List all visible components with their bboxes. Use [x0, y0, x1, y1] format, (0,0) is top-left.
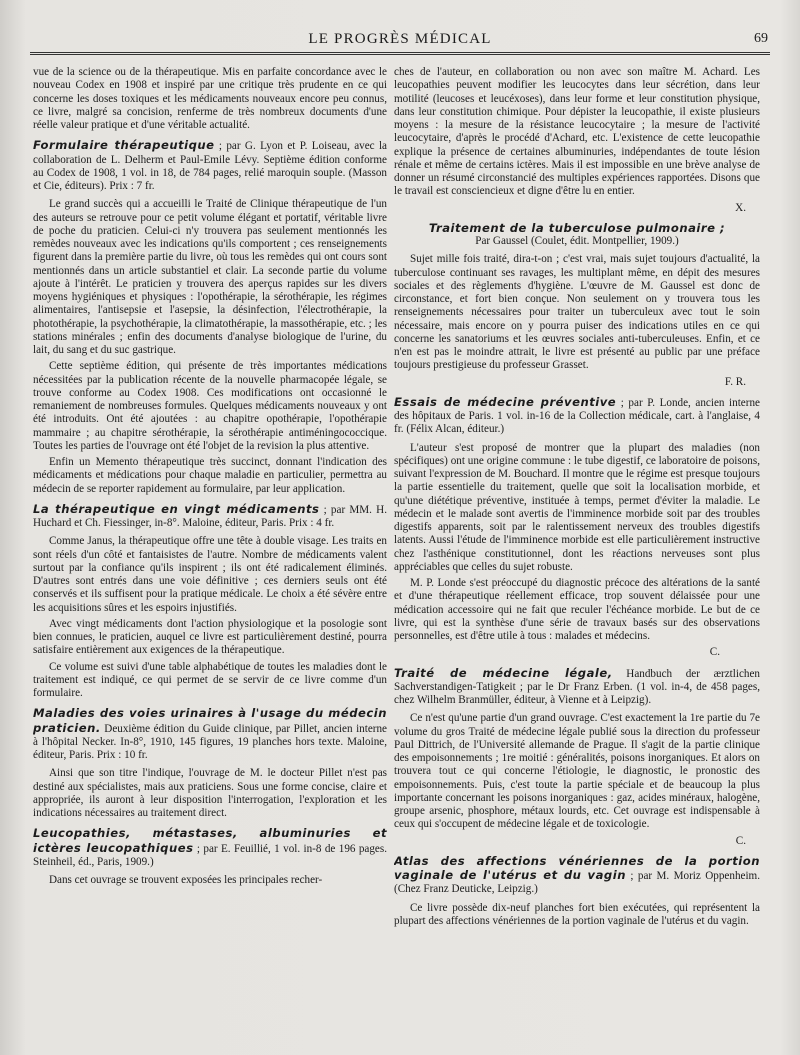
paragraph: Avec vingt médicaments dont l'action physiologique et la posologie sont bien connues, le praticien, auquel ce livre est particulièrement destiné, pourra satisfaire entièrement aux exigences de la thérapeutique. — [33, 617, 387, 657]
review-medecine-legale — [394, 667, 760, 708]
review-title: Maladies des voies urinaires à l'usage du médecin praticien. — [33, 706, 387, 735]
paragraph: ches de l'auteur, en collaboration ou non avec son maître M. Achard. Les leucopathies peuvent modifier les leucocytes dans leur sécrétion, dans leur motilité (leucoses et leucéxoses), dans leur forme et leur constitution physique, dans leur constitution chimique. Pour dépister la leucopathie, il existe plusieurs moyens : la mesure de la résistance leucocytaire ; la mesure de l'activité leucocytaire, d'après le procédé d'Achard, etc. L'existence de cette leucopathie explique la présence de certaines albuminuries, indépendantes de toute lésion rénale et même de certains ictères. Mais il est impossible en une brève analyse de donner un résumé circonstancié des multiples expériences rapportées. Disons que le travail est consciencieux et digne d'être lu en entier. — [394, 66, 760, 198]
review-title: Essais de médecine préventive — [394, 394, 617, 409]
paragraph: Sujet mille fois traité, dira-t-on ; c'est vrai, mais sujet toujours d'actualité, la tuberculose continuant ses ravages, les multiplant même, en dépit des mesures sociales et des règlements d'hygiène. L'œuvre de M. Gaussel est donc de circonstance, et fort bien conçue. Non seulement on y trouvera tous les renseignements nécessaires pour traiter un tuberculeux avec tout le soin nécessaire, mais encore on y pourra puiser des indications utiles en ce qui concerne les sanatoriums et les œuvres sociales anti-tuberculeuses. Enfin, et ce n'en est pas le moindre attrait, le livre est présenté au public par une préface toujours prestigieuse du professeur Grasset. — [394, 253, 760, 372]
review-details: Deuxième édition du Guide clinique, par Pillet, ancien interne à l'hôpital Necker. In-8°, 1910, 145 figures, 19 planches hors texte. Maloine, éditeur, Paris. Prix : 10 fr. — [33, 722, 387, 761]
paragraph: Comme Janus, la thérapeutique offre une tête à double visage. Les traits en sont réels d'un côté et fantaisistes de l'autre. Nombre de médicaments valent surtout par la confiance qu'ils inspirent ; ils ont été radicalement éliminés. D'autres sont entrés dans une voie définitive ; ces derniers seuls ont été conservés et ils suffisent pour la pratique médicale. Le choix a été sévère entre les acquisitions sûres et les espoirs injustifiés. — [33, 535, 387, 614]
reviewer-signature: F. R. — [724, 375, 746, 388]
review-therapeutique-vingt-medicaments — [33, 503, 387, 531]
journal-title: LE PROGRÈS MÉDICAL — [308, 31, 492, 47]
page-number: 69 — [754, 31, 768, 46]
reviewer-signature: C. — [735, 834, 746, 847]
review-formulaire-therapeutique — [33, 139, 387, 193]
paragraph: vue de la science ou de la thérapeutique. Mis en parfaite concordance avec le nouveau Codex en 1908 et inspiré par une critique très prudente en ce qui concerne les doses toxiques et les médicaments nouveaux encore peu connus, ce livre, malgré sa concision, renferme de très nombreux documents d'une réelle valeur pratique et d'une véritable actualité. — [33, 66, 387, 131]
review-leucopathies — [33, 827, 387, 869]
page-header — [30, 30, 770, 55]
reviewer-signature: X. — [735, 201, 746, 214]
review-details: ; par E. Feuillié, 1 vol. in-8 de 196 pages. Steinheil, éd., Paris, 1909.) — [33, 842, 387, 868]
paragraph: Le grand succès qui a accueilli le Traité de Clinique thérapeutique de l'un des auteurs se retrouve pour ce petit volume élégant et portatif, véritable livre de poche du praticien. Celui-ci n'y trouvera pas seulement mentionnés les remèdes nouveaux avec les indications qu'ils comportent ; ces renseignements figurent dans la première partie du livre, où tous les remèdes qui ont cours sont mentionnés dans un article substantiel et clair. La seconde partie du volume ajoute à l'intérêt. Le praticien y trouvera des aperçus rapides sur les divers moyens hygiéniques et physiques : l'opothérapie, la sérothérapie, les régimes alimentaires, l'antisepsie et l'asepsie, la désinfection, l'électrothérapie, la photothérapie, la psychothérapie, la climatothérapie, la massothérapie, etc. ; les stations minérales ; enfin des documents d'analyse biologique de l'urine, du lait, du sang et du suc gastrique. — [33, 198, 387, 356]
review-title: Leucopathies, métastases, albuminuries et ictères leucopathiques — [33, 826, 387, 855]
review-tuberculose-pulmonaire — [394, 222, 760, 249]
review-details: ; par G. Lyon et P. Loiseau, avec la collaboration de L. Delherm et Paul-Emile Lévy. Septième édition conforme au Codex de 1908, 1 vol. in 18, de 784 pages, relié maroquin souple. (Masson et Cie, éditeurs). Prix : 7 fr. — [33, 140, 387, 192]
paragraph: L'auteur s'est proposé de montrer que la plupart des maladies (non spécifiques) ont une origine commune : le tube digestif, ce laboratoire de poisons, suivant l'expression de M. Bouchard. Il montre que le régime est presque toujours la partie essentielle du traitement, quelle que soit la localisation morbide, et qu'une diététique préventive, instituée à temps, permet d'éviter la maladie. Le médecin et le malade sont avertis de l'imminence morbide soit par des troubles digestifs apparents, soit par le ralentissement nerveux des troubles digestifs latents. Aussi l'étude de l'imminence morbide est elle particulièrement instructive chez l'asthénique constitutionnel, dont les réactions nerveuses sont plus appréciables que celles du sujet robuste. — [394, 441, 760, 573]
paragraph: Enfin un Memento thérapeutique très succinct, donnant l'indication des médicaments et médications pour chaque maladie en particulier, permettra au médecin de se reporter rapidement au formulaire, par leur application. — [33, 456, 387, 495]
paragraph: Ce livre possède dix-neuf planches fort bien exécutées, qui représentent la plupart des affections vénériennes de la portion vaginale de l'utérus et du vagin. — [394, 901, 760, 927]
review-title: Formulaire thérapeutique — [33, 138, 215, 153]
review-details: Par Gaussel (Coulet, édit. Montpellier, 1909.) — [475, 235, 679, 247]
review-title: Atlas des affections vénériennes de la portion vaginale de l'utérus et du vagin — [394, 853, 760, 882]
review-details: ; par M. Moriz Oppenheim. (Chez Franz Deuticke, Leipzig.) — [394, 870, 760, 896]
review-details: ; par P. Londe, ancien interne des hôpitaux de Paris. 1 vol. in-16 de la Collection médicale, cart. à l'anglaise, 4 fr. (Félix Alcan, éditeur.) — [394, 396, 760, 436]
review-title: Traitement de la tuberculose pulmonaire ; — [428, 220, 726, 235]
paragraph: Ainsi que son titre l'indique, l'ouvrage de M. le docteur Pillet n'est pas destiné aux spécialistes, mais aux praticiens. Sous une forme concise, claire et appropriée, ils auront à leur disposition l'interrogation, l'exploration et les indications nécessaires au traitement direct. — [33, 767, 387, 819]
review-medecine-preventive — [394, 396, 760, 437]
review-title: La thérapeutique en vingt médicaments — [33, 501, 320, 516]
review-details: ; par MM. H. Huchard et Ch. Fiessinger, in-8°. Maloine, éditeur, Paris. Prix : 4 fr. — [33, 503, 387, 529]
right-column — [394, 66, 760, 1026]
paragraph: Dans cet ouvrage se trouvent exposées les principales recher- — [49, 874, 323, 886]
review-atlas-affections-veneriennes — [394, 855, 760, 897]
review-title: Traité de médecine légale, — [394, 665, 613, 680]
paragraph: Ce n'est qu'une partie d'un grand ouvrage. C'est exactement la 1re partie du 7e volume du gros Traité de médecine légale publié sous la direction du professeur Paul Dittrich, de l'Université allemande de Prague. Il s'agit de la partie clinique des empoisonnements ; 1re moitié : généralités, poisons inorganiques. Et alors on trouvera tout ce qui concerne l'étiologie, le diagnostic, le pronostic des empoisonnements. Puis, c'est toute la partie spéciale et de beaucoup la plus importante concernant les poisons inorganiques : gaz, acides minéraux, halogène, groupe arsenic, phosphore, métaux lourds, etc. Cet ouvrage est indispensable à ceux qui s'occupent de médecine légale et de toxicologie. — [394, 712, 760, 831]
review-maladies-voies-urinaires — [33, 707, 387, 762]
paragraph: M. P. Londe s'est préoccupé du diagnostic précoce des altérations de la santé et d'une thérapeutique réellement efficace, trop souvent délaissée pour une médication accessoire qui ne fait que reculer l'échéance morbide. Le but de ce livre, qui est la synthèse d'une série de travaux basés sur des observations personnelles, est d'être utile à tous : malades et médecins. — [394, 577, 760, 642]
reviewer-signature: C. — [709, 646, 720, 659]
paragraph: Cette septième édition, qui présente de très importantes médications nécessitées par la publication récente de la nouvelle pharmacopée légale, se trouve conforme au Codex 1908. Ces modifications ont occasionné le remaniement de nombreuses formules. Quelques médicaments nouveaux y ont été introduits. Ont été ajoutées : au chapitre opothérapie, l'opothérapie mammaire ; au chapitre sérothérapie, la sérothérapie antiméningococcique. Toutes les parties de l'ouvrage ont été l'objet de la revision la plus attentive. — [33, 360, 387, 452]
left-column — [33, 66, 387, 1026]
paragraph: Ce volume est suivi d'une table alphabétique de toutes les maladies dont le traitement est indiqué, ce qui permet de se servir de ce livre comme d'un formulaire. — [33, 660, 387, 699]
review-details: Handbuch der ærztlichen Sachverstandigen-Tatigkeit ; par le Dr Franz Erben. (1 vol. in-4, de 458 pages, chez Wilhelm Branmüller, éditeur, à Vienne et à Leipzig). — [394, 667, 760, 706]
